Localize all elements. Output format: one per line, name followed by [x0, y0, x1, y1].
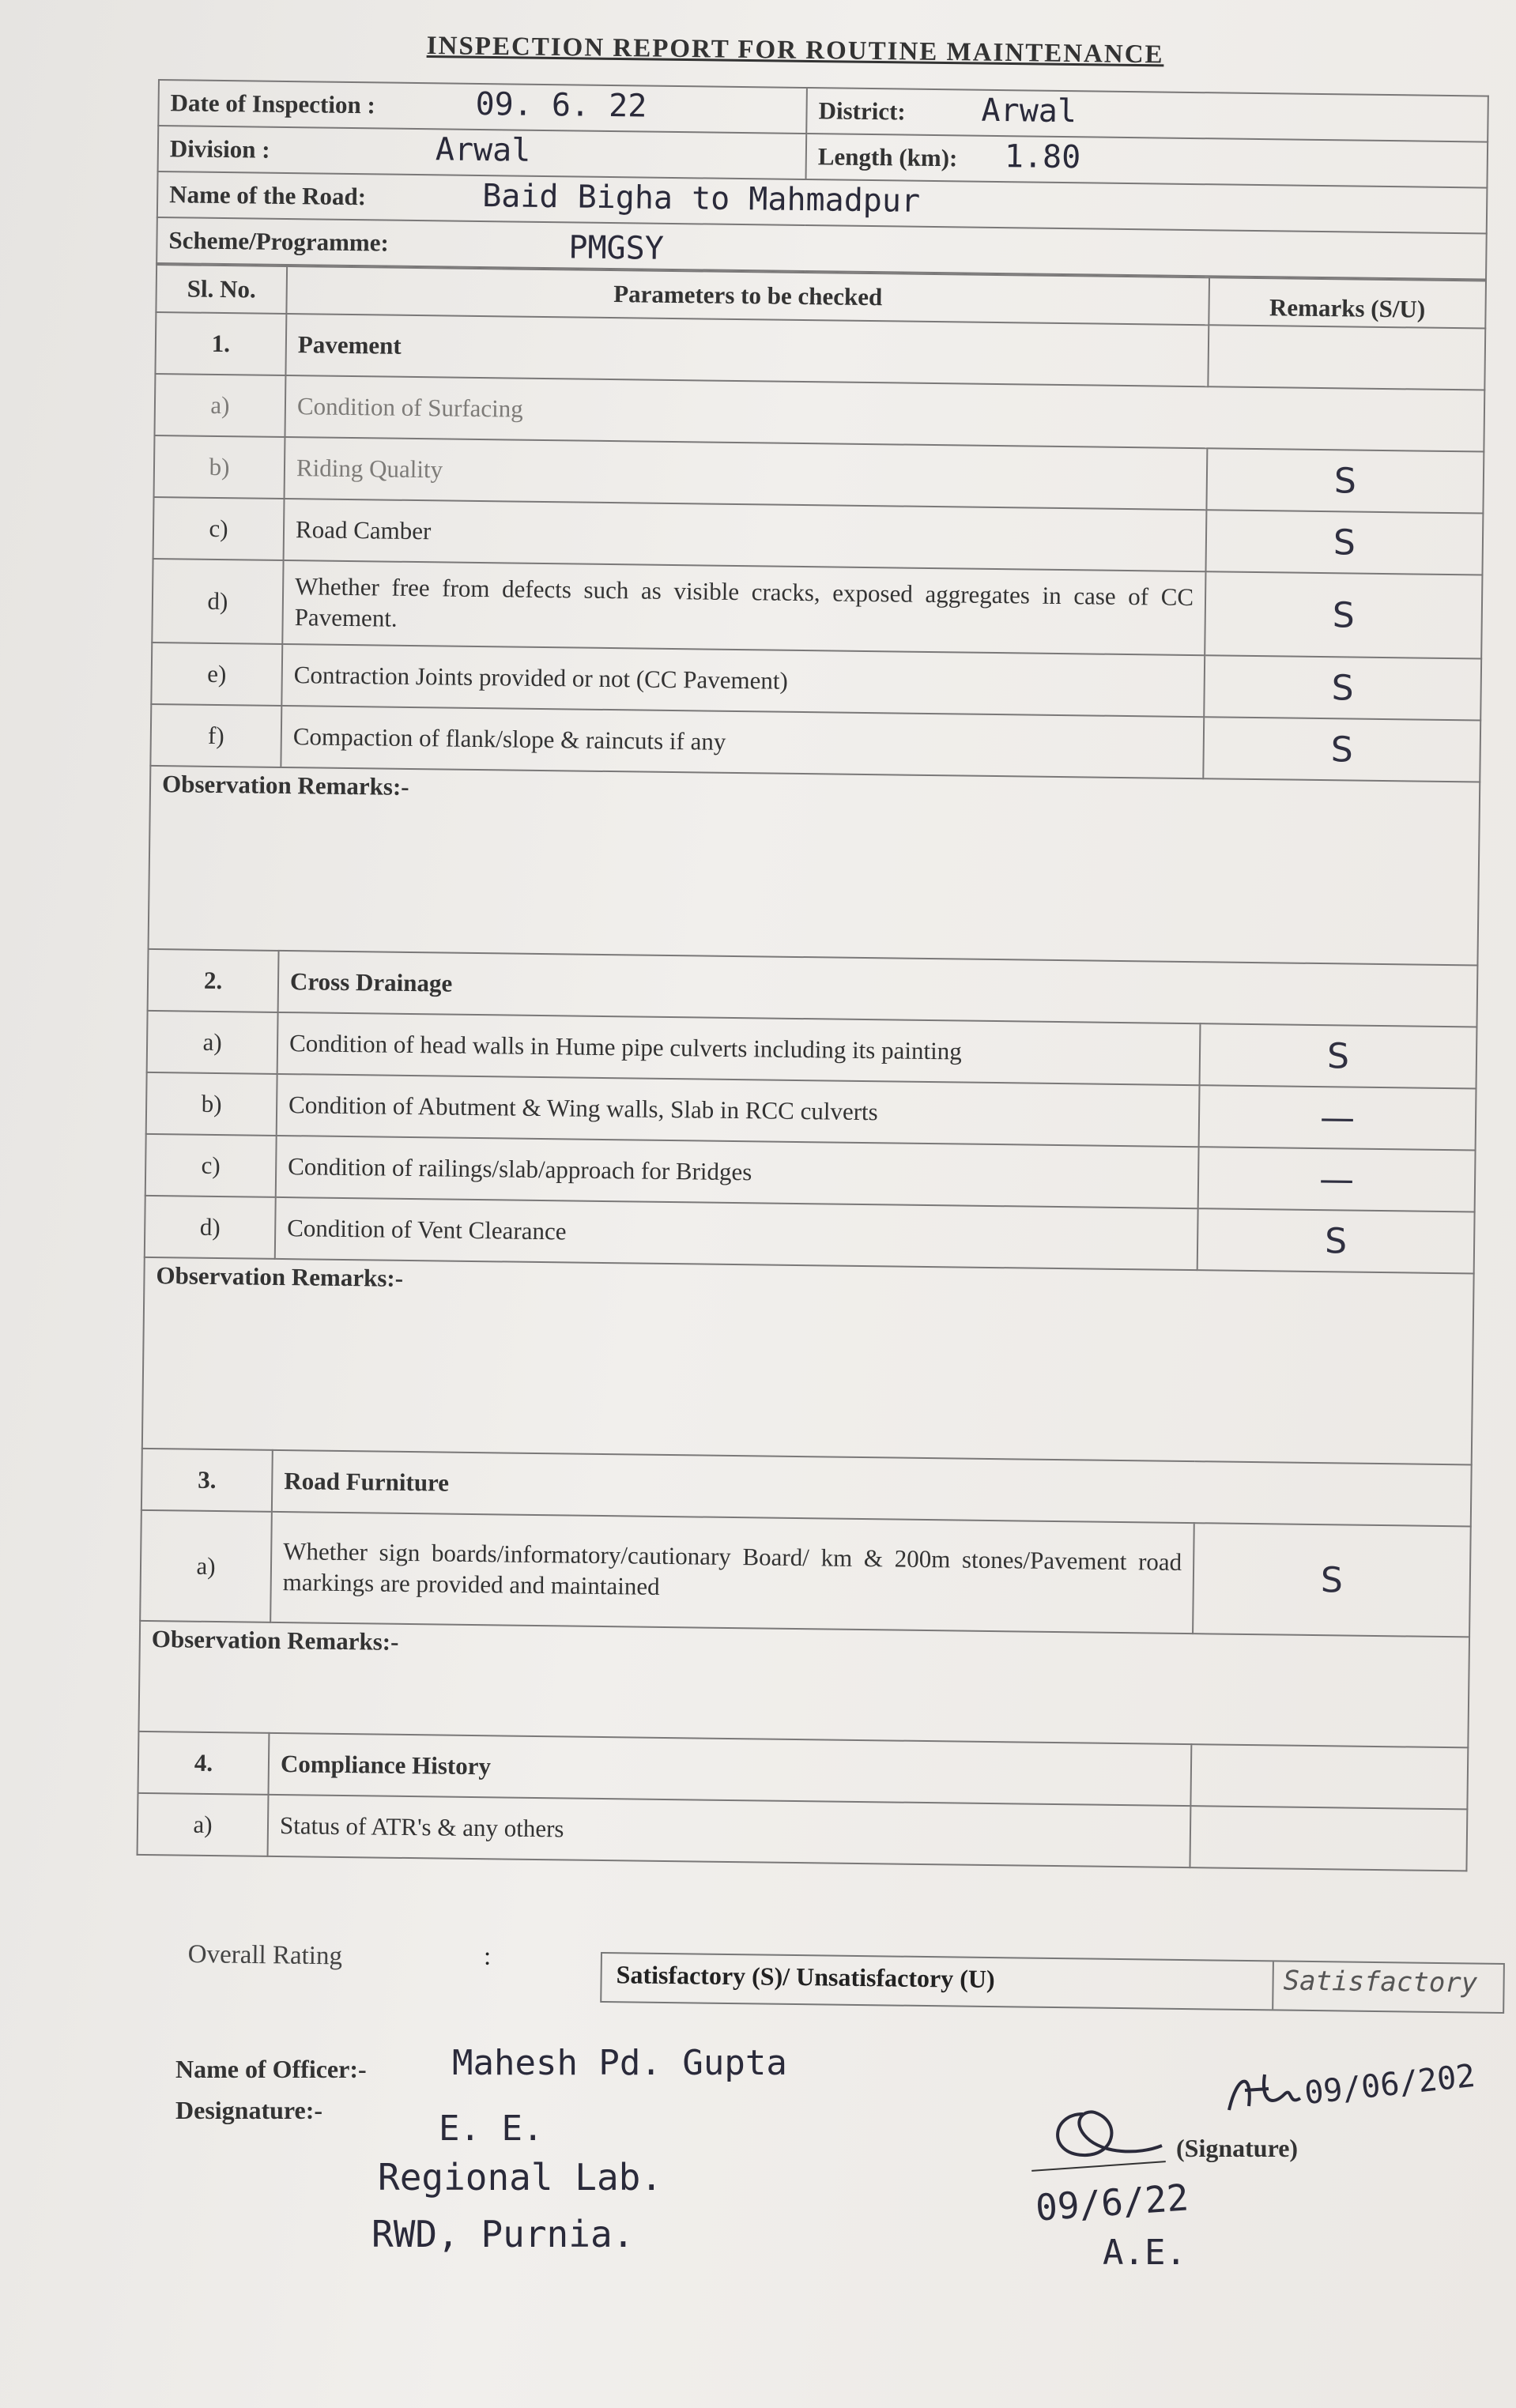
- item-1f-text: Compaction of flank/slope & raincuts if any: [281, 706, 1204, 778]
- section-2-no: 2.: [148, 949, 279, 1012]
- item-1a-id: a): [154, 374, 285, 437]
- length-cell: [806, 134, 1488, 188]
- section-4-no: 4.: [138, 1732, 270, 1795]
- item-1d-id: d): [152, 559, 283, 644]
- division-label: Division :: [169, 134, 270, 164]
- rating-value: Satisfactory: [1283, 1965, 1478, 1999]
- date-cell: [158, 80, 807, 134]
- date-label: Date of Inspection :: [170, 89, 376, 119]
- length-value: 1.80: [1004, 138, 1081, 176]
- observation-remarks-1: Observation Remarks:-: [149, 766, 1480, 966]
- item-2b-remark: —: [1319, 1097, 1356, 1139]
- countersign-scribble-icon: [1221, 2067, 1308, 2122]
- inspection-form: [137, 79, 1489, 1871]
- col-params: Parameters to be checked: [286, 266, 1209, 325]
- observation-remarks-3: Observation Remarks:-: [138, 1621, 1469, 1748]
- item-1f-id: f): [150, 704, 281, 767]
- item-1b-remark: S: [1333, 460, 1357, 502]
- road-label: Name of the Road:: [169, 180, 367, 211]
- item-1e-id: e): [151, 643, 282, 706]
- item-1e-remark: S: [1331, 667, 1354, 709]
- designation-line-3: RWD, Purnia.: [371, 2213, 635, 2255]
- signature-scribble-icon: [1028, 2098, 1178, 2169]
- length-label: Length (km):: [817, 142, 958, 172]
- section-2-title: Cross Drainage: [278, 951, 1478, 1027]
- item-2a-id: a): [147, 1011, 278, 1074]
- item-4a-remark: [1190, 1806, 1467, 1871]
- date-value: 09. 6. 22: [475, 85, 647, 125]
- item-4a-text: Status of ATR's & any others: [268, 1795, 1191, 1867]
- item-1a-text: Condition of Surfacing: [285, 375, 1484, 452]
- signature-role: A.E.: [1103, 2233, 1186, 2273]
- col-remarks: Remarks (S/U): [1209, 277, 1486, 328]
- scheme-value: PMGSY: [568, 229, 665, 267]
- report-title: INSPECTION REPORT FOR ROUTINE MAINTENANCE: [426, 32, 1164, 70]
- observation-remarks-2: Observation Remarks:-: [142, 1257, 1474, 1465]
- item-4a-id: a): [138, 1793, 269, 1856]
- item-1c-remark: S: [1333, 522, 1356, 563]
- overall-rating-label: Overall Rating: [187, 1940, 343, 1971]
- countersign-date: 09/06/202: [1303, 2057, 1477, 2112]
- division-cell: [158, 126, 807, 179]
- col-slno: Sl. No.: [156, 265, 287, 314]
- item-1b-id: b): [154, 435, 285, 499]
- item-2d-remark: S: [1324, 1220, 1348, 1261]
- item-3a-remark: S: [1320, 1559, 1344, 1600]
- designation-label: Designature:-: [175, 2096, 323, 2124]
- section-3-no: 3.: [141, 1449, 273, 1512]
- item-2b-text: Condition of Abutment & Wing walls, Slab in RCC culverts: [277, 1074, 1200, 1147]
- district-label: District:: [818, 96, 906, 126]
- section-4-title: Compliance History: [268, 1733, 1191, 1806]
- item-2c-id: c): [145, 1134, 277, 1197]
- district-cell: [806, 88, 1488, 142]
- item-2c-remark: —: [1318, 1159, 1355, 1200]
- road-value: Baid Bigha to Mahmadpur: [481, 178, 921, 220]
- designation-line-2: Regional Lab.: [378, 2156, 663, 2199]
- item-1c-id: c): [153, 497, 285, 560]
- scheme-label: Scheme/Programme:: [168, 226, 390, 257]
- section-1-remark: [1208, 325, 1485, 390]
- item-1d-text: Whether free from defects such as visible cracks, exposed aggregates in case of CC Pavement.: [282, 560, 1205, 655]
- overall-rating-box: [600, 1952, 1505, 2014]
- item-2c-text: Condition of railings/slab/approach for Bridges: [276, 1136, 1199, 1208]
- item-1d-remark: S: [1332, 594, 1356, 636]
- parameters-table: [137, 264, 1487, 1871]
- division-value: Arwal: [435, 131, 531, 169]
- officer-name-value: Mahesh Pd. Gupta: [452, 2043, 787, 2083]
- overall-rating-colon: :: [484, 1943, 492, 1971]
- item-2b-id: b): [146, 1072, 277, 1136]
- item-2d-text: Condition of Vent Clearance: [275, 1197, 1198, 1270]
- item-2d-id: d): [145, 1196, 276, 1259]
- district-value: Arwal: [981, 92, 1077, 130]
- section-1-no: 1.: [155, 312, 286, 375]
- section-4-remark: [1190, 1744, 1468, 1809]
- header-table: [156, 79, 1489, 281]
- section-3-title: Road Furniture: [272, 1450, 1472, 1527]
- designation-line-1: E. E.: [439, 2108, 544, 2149]
- item-3a-id: a): [140, 1510, 272, 1622]
- signature-label: (Signature): [1176, 2134, 1299, 2162]
- item-2a-text: Condition of head walls in Hume pipe culverts including its painting: [277, 1012, 1201, 1085]
- rating-options-label: Satisfactory (S)/ Unsatisfactory (U): [601, 1954, 1274, 2009]
- officer-name-label: Name of Officer:-: [175, 2055, 367, 2083]
- item-1f-remark: S: [1330, 729, 1354, 771]
- section-1-title: Pavement: [285, 314, 1209, 386]
- item-1b-text: Riding Quality: [285, 437, 1208, 510]
- item-2a-remark: S: [1326, 1035, 1350, 1077]
- signature-date-bottom: 09/6/22: [1034, 2176, 1190, 2229]
- item-3a-text: Whether sign boards/informatory/cautionary Board/ km & 200m stones/Pavement road markings are provided and maintained: [270, 1512, 1194, 1634]
- item-1e-text: Contraction Joints provided or not (CC Pavement): [281, 644, 1205, 717]
- item-1c-text: Road Camber: [284, 499, 1207, 571]
